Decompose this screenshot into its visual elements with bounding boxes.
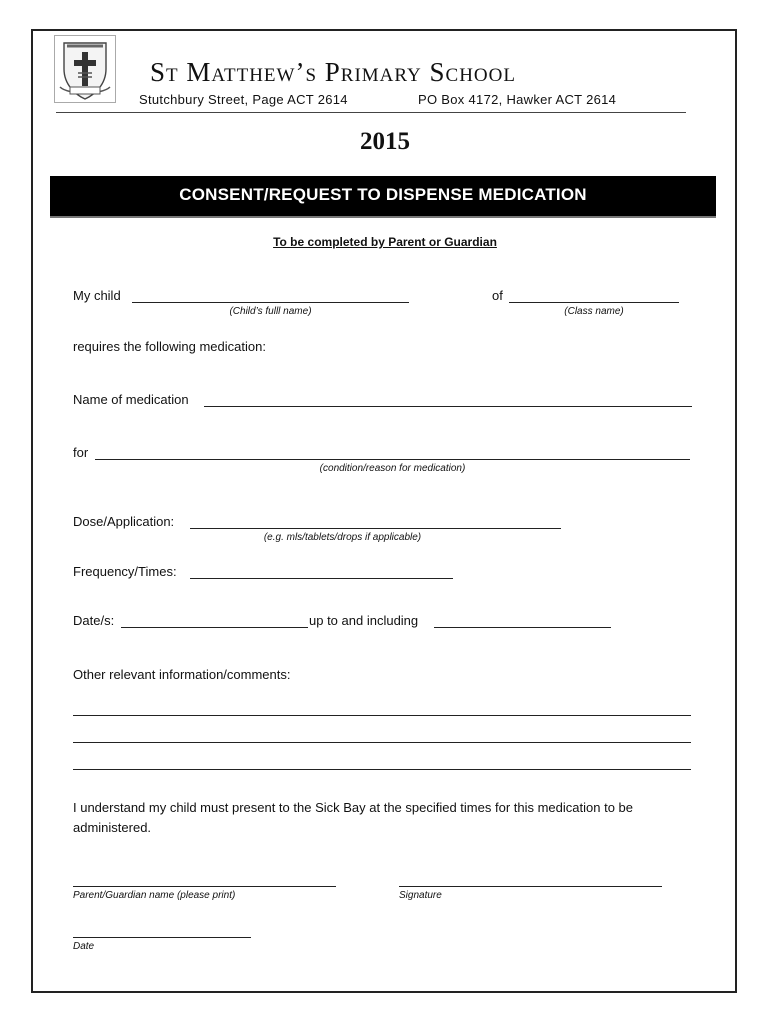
form-subtitle: To be completed by Parent or Guardian: [273, 235, 497, 249]
sick-bay-statement: I understand my child must present to the Sick Bay at the specified times for this medication to be administered.: [73, 800, 633, 835]
other-info-label: Other relevant information/comments:: [73, 667, 291, 682]
start-date-field[interactable]: [121, 627, 308, 628]
dose-field[interactable]: [190, 528, 561, 529]
comments-line-3[interactable]: [73, 769, 691, 770]
requires-medication-text: requires the following medication:: [73, 339, 266, 354]
class-name-field[interactable]: [509, 302, 679, 303]
parent-name-field[interactable]: [73, 886, 336, 887]
signature-field[interactable]: [399, 886, 662, 887]
dose-hint: (e.g. mls/tablets/drops if applicable): [263, 532, 422, 543]
comments-line-1[interactable]: [73, 715, 691, 716]
frequency-label: Frequency/Times:: [73, 564, 177, 579]
school-name: St Matthew’s Primary School: [150, 57, 516, 87]
school-crest-logo: [54, 35, 116, 103]
condition-hint: (condition/reason for medication): [319, 463, 466, 474]
title-banner: [50, 176, 716, 216]
form-border: [31, 29, 737, 993]
dates-label: Date/s:: [73, 613, 115, 628]
school-postal-address: PO Box 4172, Hawker ACT 2614: [418, 92, 617, 107]
medication-name-field[interactable]: [204, 406, 692, 407]
date-field[interactable]: [73, 937, 251, 938]
header-rule: [56, 112, 686, 113]
medication-name-label: Name of medication: [73, 392, 189, 407]
child-name-field[interactable]: [132, 302, 409, 303]
for-label: for: [73, 445, 89, 460]
date-caption: Date: [73, 941, 95, 952]
of-label: of: [492, 288, 503, 303]
form-title: CONSENT/REQUEST TO DISPENSE MEDICATION: [179, 185, 587, 204]
condition-field[interactable]: [95, 459, 690, 460]
up-to-label: up to and including: [309, 613, 419, 628]
end-date-field[interactable]: [434, 627, 611, 628]
school-street-address: Stutchbury Street, Page ACT 2614: [139, 92, 348, 107]
signature-caption: Signature: [399, 890, 442, 901]
dose-label: Dose/Application:: [73, 514, 175, 529]
form-year: 2015: [360, 128, 410, 155]
parent-name-caption: Parent/Guardian name (please print): [73, 890, 236, 901]
comments-line-2[interactable]: [73, 742, 691, 743]
class-name-hint: (Class name): [564, 306, 624, 317]
child-name-hint: (Child’s fulll name): [229, 306, 312, 317]
frequency-field[interactable]: [190, 578, 453, 579]
my-child-label: My child: [73, 288, 121, 303]
